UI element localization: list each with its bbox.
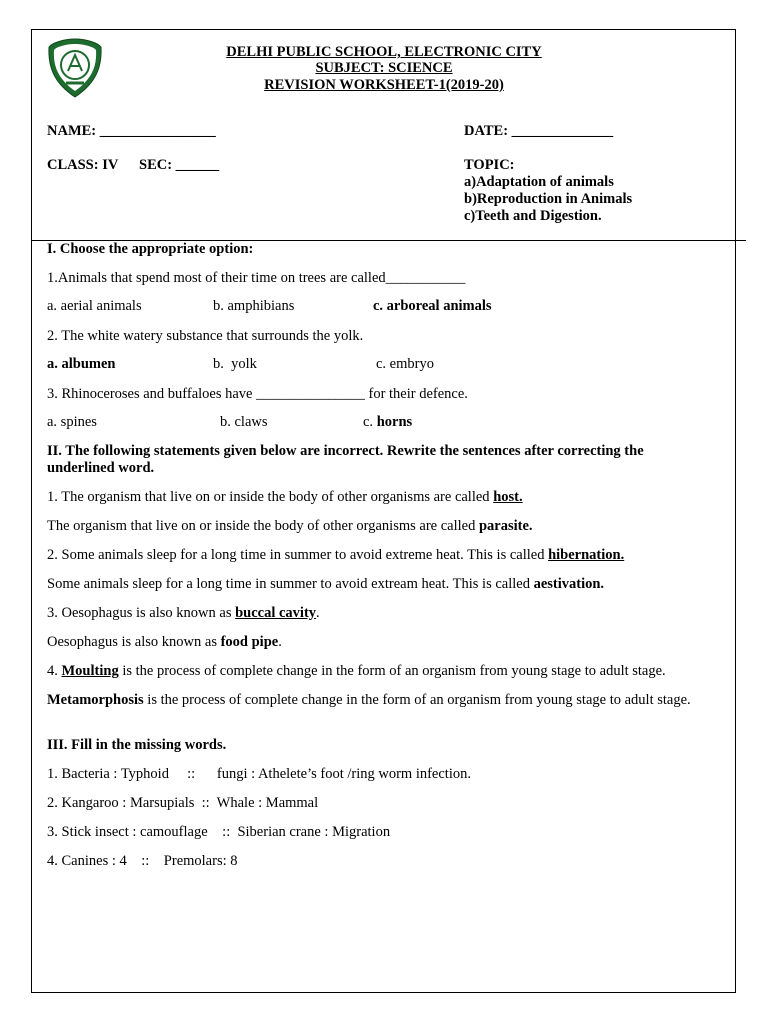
q1-option-b: b. amphibians xyxy=(213,298,295,314)
statement-2-underlined: hibernation. xyxy=(548,547,625,563)
answer-3-end: . xyxy=(278,634,282,650)
q2-option-a: a. albumen xyxy=(47,356,116,372)
topic-item: c)Teeth and Digestion. xyxy=(464,208,602,224)
q2-option-b: b. yolk xyxy=(213,356,257,372)
answer-2-correction: aestivation. xyxy=(533,576,605,592)
school-name: DELHI PUBLIC SCHOOL, ELECTRONIC CITY xyxy=(226,44,542,60)
question-3: 3. Rhinoceroses and buffaloes have _______________ for their defence. xyxy=(47,386,468,402)
question-2: 2. The white watery substance that surrounds the yolk. xyxy=(47,328,364,344)
section-3-heading: III. Fill in the missing words. xyxy=(47,737,227,753)
statement-1 xyxy=(47,489,523,506)
fill-item-4: 4. Canines : 4 :: Premolars: 8 xyxy=(47,853,238,869)
statement-3-text: 3. Oesophagus is also known as xyxy=(47,605,236,621)
q3-option-b: b. claws xyxy=(220,414,268,430)
statement-4-text: 4. xyxy=(47,663,62,679)
answer-1-text: The organism that live on or inside the body of other organisms are called xyxy=(47,518,479,534)
q2-option-c: c. embryo xyxy=(376,356,434,372)
fill-item-2: 2. Kangaroo : Marsupials :: Whale : Mammal xyxy=(47,795,319,811)
answer-2-text: Some animals sleep for a long time in summer to avoid extream heat. This is called xyxy=(47,576,534,592)
class-field: CLASS: IV xyxy=(47,157,119,173)
section-2-heading: II. The following statements given below are incorrect. Rewrite the sentences after correcting the underlined word. xyxy=(47,443,644,476)
q3-option-a: a. spines xyxy=(47,414,97,430)
topic-item: a)Adaptation of animals xyxy=(464,174,614,190)
answer-3-text: Oesophagus is also known as xyxy=(47,634,221,650)
q1-option-c: c. arboreal animals xyxy=(373,298,492,314)
q1-option-a: a. aerial animals xyxy=(47,298,142,314)
q3-option-c-prefix: c. xyxy=(363,414,377,430)
answer-4 xyxy=(47,692,707,709)
subject-title: SUBJECT: SCIENCE xyxy=(315,60,453,76)
fill-item-1: 1. Bacteria : Typhoid :: fungi : Athelete’s foot /ring worm infection. xyxy=(47,766,471,782)
statement-3-underlined: buccal cavity xyxy=(235,605,317,621)
statement-4-underlined: Moulting xyxy=(61,663,119,679)
q3-option-c-answer: horns xyxy=(376,414,413,430)
statement-4 xyxy=(47,663,666,680)
topic-label: TOPIC: xyxy=(464,157,515,173)
statement-2-text: 2. Some animals sleep for a long time in summer to avoid extreme heat. This is called xyxy=(47,547,549,563)
worksheet-title: REVISION WORKSHEET-1(2019-20) xyxy=(264,77,504,93)
date-field: DATE: ______________ xyxy=(464,123,614,139)
answer-1-correction: parasite. xyxy=(478,518,533,534)
statement-1-underlined: host. xyxy=(493,489,523,505)
answer-4-rest: is the process of complete change in the form of an organism from young stage to adult stage. xyxy=(143,692,691,708)
name-field: NAME: ________________ xyxy=(47,123,216,139)
statement-3-end: . xyxy=(316,605,320,621)
statement-4-rest: is the process of complete change in the form of an organism from young stage to adult stage. xyxy=(118,663,666,679)
question-1: 1.Animals that spend most of their time on trees are called___________ xyxy=(47,270,466,286)
topic-item: b)Reproduction in Animals xyxy=(464,191,633,207)
answer-1 xyxy=(47,518,533,535)
answer-2 xyxy=(47,576,604,593)
answer-4-correction: Metamorphosis xyxy=(47,692,144,708)
fill-item-3: 3. Stick insect : camouflage :: Siberian crane : Migration xyxy=(47,824,391,840)
answer-3 xyxy=(47,634,282,651)
statement-1-text: 1. The organism that live on or inside the body of other organisms are called xyxy=(47,489,494,505)
statement-3 xyxy=(47,605,320,622)
answer-3-correction: food pipe xyxy=(220,634,279,650)
statement-2 xyxy=(47,547,624,564)
worksheet-border xyxy=(31,29,736,993)
section-field: SEC: ______ xyxy=(139,157,220,173)
q3-option-c xyxy=(363,414,412,431)
section-1-heading: I. Choose the appropriate option: xyxy=(47,241,254,257)
